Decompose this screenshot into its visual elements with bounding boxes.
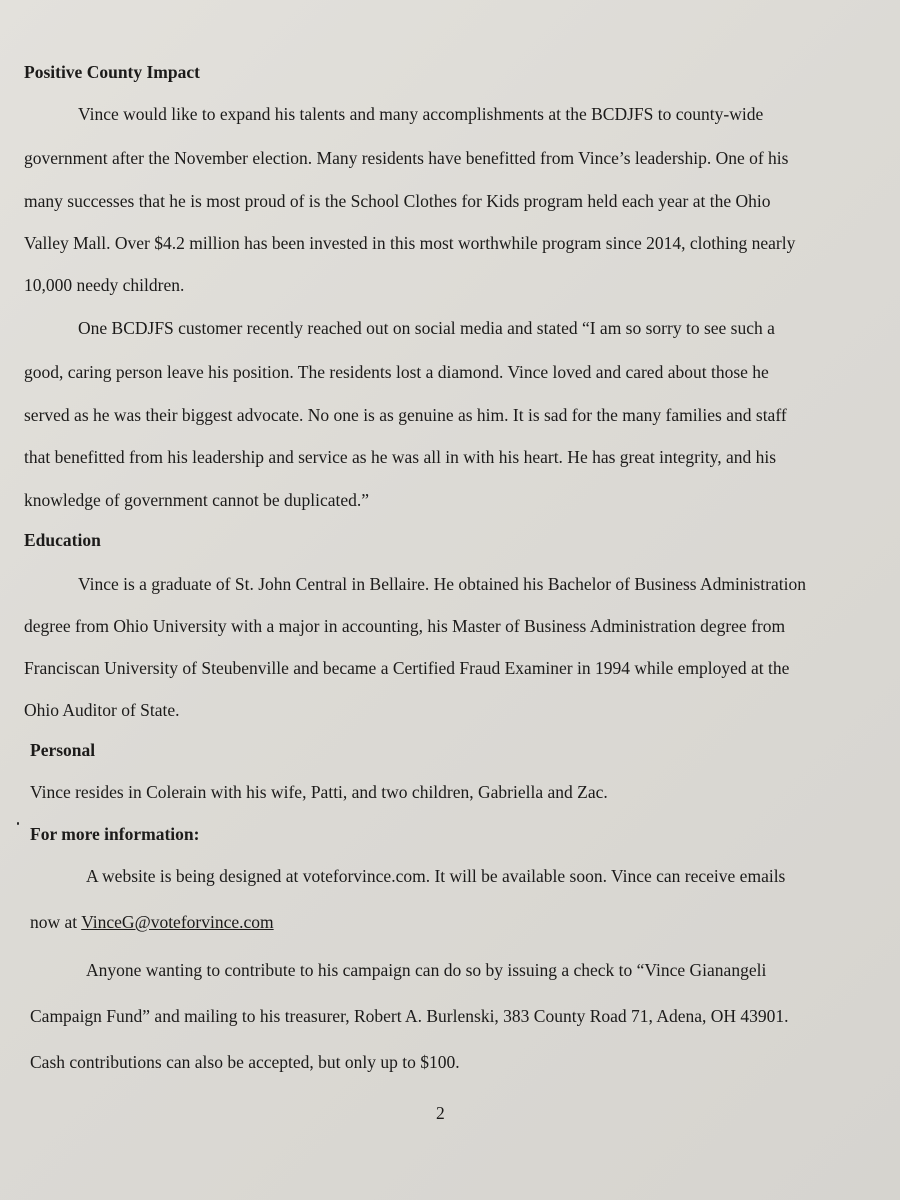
heading-education: Education bbox=[24, 530, 101, 550]
impact-p2-line-3: served as he was their biggest advocate. No one is as genuine as him. It is sad for the many families and staff bbox=[24, 405, 787, 425]
contribute-line-2: Campaign Fund” and mailing to his treasurer, Robert A. Burlenski, 383 County Road 71, Adena, OH 43901. bbox=[30, 1006, 789, 1026]
education-line-4: Ohio Auditor of State. bbox=[24, 700, 180, 720]
impact-p1-line-1: Vince would like to expand his talents and many accomplishments at the BCDJFS to county-wide bbox=[78, 104, 764, 124]
contribute-line-3: Cash contributions can also be accepted, but only up to $100. bbox=[30, 1052, 460, 1072]
impact-p2-line-2: good, caring person leave his position. The residents lost a diamond. Vince loved and cared about those he bbox=[24, 362, 769, 382]
heading-more-information: For more information: bbox=[30, 824, 200, 844]
heading-personal: Personal bbox=[30, 740, 96, 760]
impact-p2-line-5: knowledge of government cannot be duplicated.” bbox=[24, 490, 370, 510]
email-link[interactable]: VinceG@voteforvince.com bbox=[81, 912, 274, 932]
education-line-1: Vince is a graduate of St. John Central in Bellaire. He obtained his Bachelor of Business Administration bbox=[78, 574, 806, 594]
paper-speck bbox=[17, 822, 19, 825]
personal-line-1: Vince resides in Colerain with his wife, Patti, and two children, Gabriella and Zac. bbox=[30, 782, 608, 802]
education-line-2: degree from Ohio University with a major in accounting, his Master of Business Administration degree from bbox=[24, 616, 786, 636]
info-line-2-prefix: now at bbox=[30, 912, 82, 932]
education-line-3: Franciscan University of Steubenville and became a Certified Fraud Examiner in 1994 while employed at the bbox=[24, 658, 790, 678]
heading-positive-county-impact: Positive County Impact bbox=[24, 62, 200, 82]
info-line-1: A website is being designed at voteforvince.com. It will be available soon. Vince can receive emails bbox=[86, 866, 786, 886]
impact-p1-line-3: many successes that he is most proud of is the School Clothes for Kids program held each year at the Ohio bbox=[24, 191, 771, 211]
impact-p1-line-5: 10,000 needy children. bbox=[24, 275, 185, 295]
contribute-line-1: Anyone wanting to contribute to his campaign can do so by issuing a check to “Vince Gianangeli bbox=[86, 960, 767, 980]
page-number: 2 bbox=[436, 1103, 445, 1123]
impact-p1-line-4: Valley Mall. Over $4.2 million has been invested in this most worthwhile program since 2014, clothing nearly bbox=[24, 233, 796, 253]
info-line-2 bbox=[30, 912, 274, 932]
impact-p2-line-1: One BCDJFS customer recently reached out on social media and stated “I am so sorry to see such a bbox=[78, 318, 775, 338]
impact-p1-line-2: government after the November election. Many residents have benefitted from Vince’s leadership. One of his bbox=[24, 148, 789, 168]
impact-p2-line-4: that benefitted from his leadership and service as he was all in with his heart. He has great integrity, and his bbox=[24, 447, 777, 467]
